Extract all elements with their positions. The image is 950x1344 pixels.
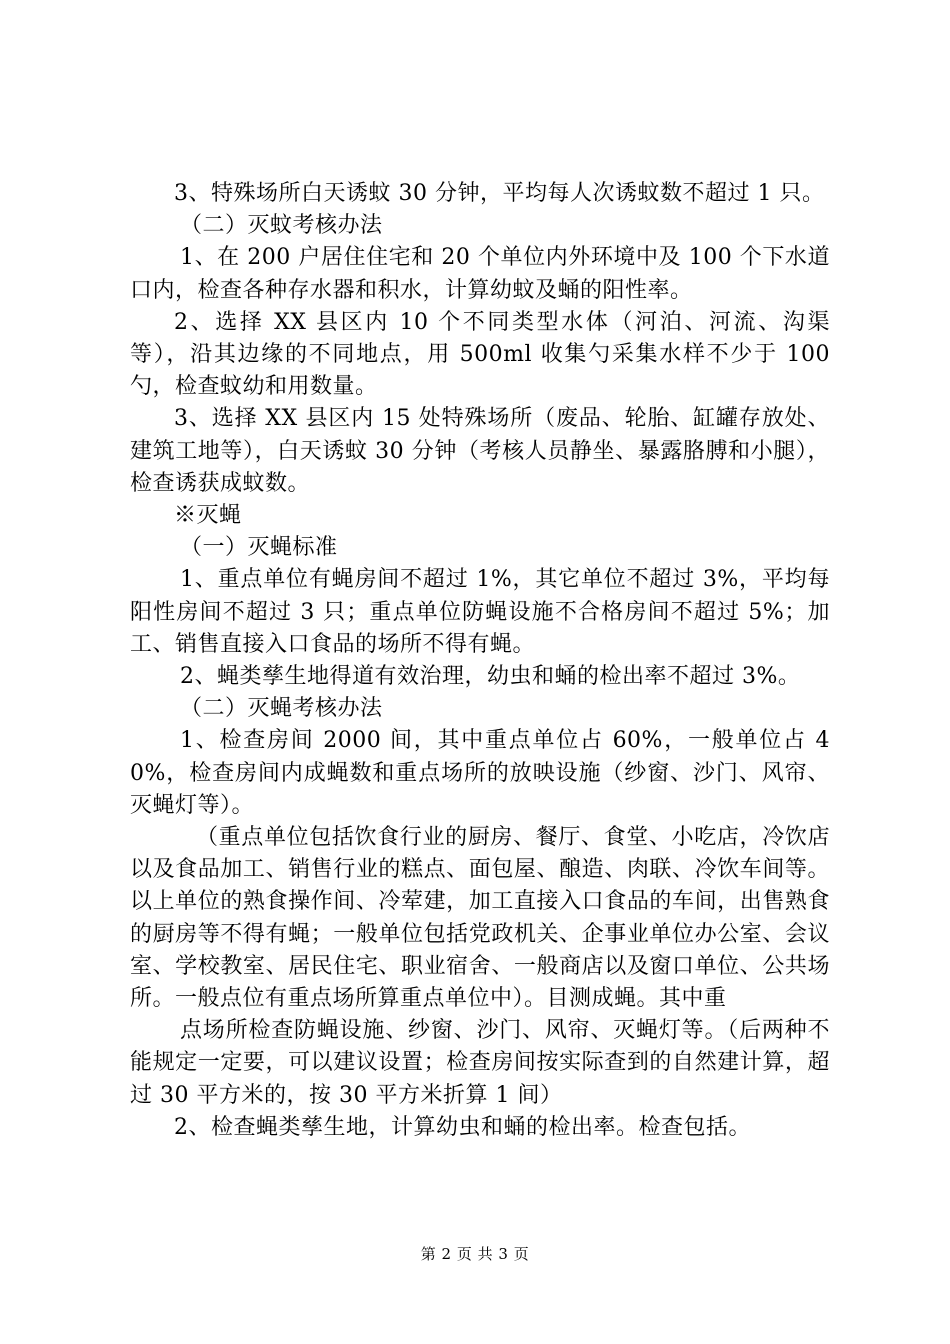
page-number-info: 第 2 页 共 3 页 [420, 1245, 530, 1263]
heading-fly-standard: （一）灭蝇标准 [180, 535, 338, 561]
paragraph-key-sites-inspection: 点场所检查防蝇设施、纱窗、沙门、风帘、灭蝇灯等。（后两种不能规定一定要，可以建议设置；检查房间按实际查到的自然建计算，超过 30 平方米的，按 30 平方米折算 1 间） [130, 1018, 830, 1108]
paragraph-mosquito-assessment-3: 3、选择 XX 县区内 15 处特殊场所（废品、轮胎、缸罐存放处、建筑工地等），白天诱蚊 30 分钟（考核人员静坐、暴露胳膊和小腿），检查诱获成蚊数。 [130, 406, 830, 496]
paragraph-fly-standard-1: 1、重点单位有蝇房间不超过 1%，其它单位不超过 3%，平均每阳性房间不超过 3 只；重点单位防蝇设施不合格房间不超过 5%；加工、销售直接入口食品的场所不得有蝇。 [130, 567, 830, 657]
document-body [130, 178, 830, 1144]
paragraph-key-units-note: （重点单位包括饮食行业的厨房、餐厅、食堂、小吃店，冷饮店以及食品加工、销售行业的糕点、面包屋、酿造、肉联、冷饮车间等。以上单位的熟食操作间、冷荤建，加工直接入口食品的车间，出售熟食的厨房等不得有蝇；一般单位包括党政机关、企事业单位办公室、会议室、学校教室、居民住宅、职业宿舍、一般商店以及窗口单位、公共场所。一般点位有重点场所算重点单位中）。目测成蝇。其中重 [130, 825, 830, 1012]
paragraph-mosquito-assessment-2: 2、选择 XX 县区内 10 个不同类型水体（河泊、河流、沟渠等），沿其边缘的不同地点，用 500ml 收集勺采集水样不少于 100 勺，检查蚊幼和用数量。 [130, 309, 830, 400]
paragraph-fly-assessment-1: 1、检查房间 2000 间，其中重点单位占 60%，一般单位占 40%，检查房间内成蝇数和重点场所的放映设施（纱窗、沙门、风帘、灭蝇灯等）。 [130, 728, 830, 818]
paragraph-mosquito-assessment-1: 1、在 200 户居住住宅和 20 个单位内外环境中及 100 个下水道口内，检查各种存水器和积水，计算幼蚊及蛹的阳性率。 [130, 245, 830, 303]
heading-fly-assessment: （二）灭蝇考核办法 [180, 696, 383, 722]
paragraph-fly-standard-2: 2、蝇类孳生地得道有效治理，幼虫和蛹的检出率不超过 3%。 [180, 664, 801, 690]
heading-fly-control: ※灭蝇 [174, 503, 242, 529]
heading-mosquito-assessment: （二）灭蚊考核办法 [180, 213, 383, 239]
page-footer [0, 1244, 950, 1264]
paragraph-mosquito-lure-standard: 3、特殊场所白天诱蚊 30 分钟，平均每人次诱蚊数不超过 1 只。 [174, 181, 825, 206]
paragraph-fly-assessment-2: 2、检查蝇类孳生地，计算幼虫和蛹的检出率。检查包括。 [174, 1114, 751, 1140]
